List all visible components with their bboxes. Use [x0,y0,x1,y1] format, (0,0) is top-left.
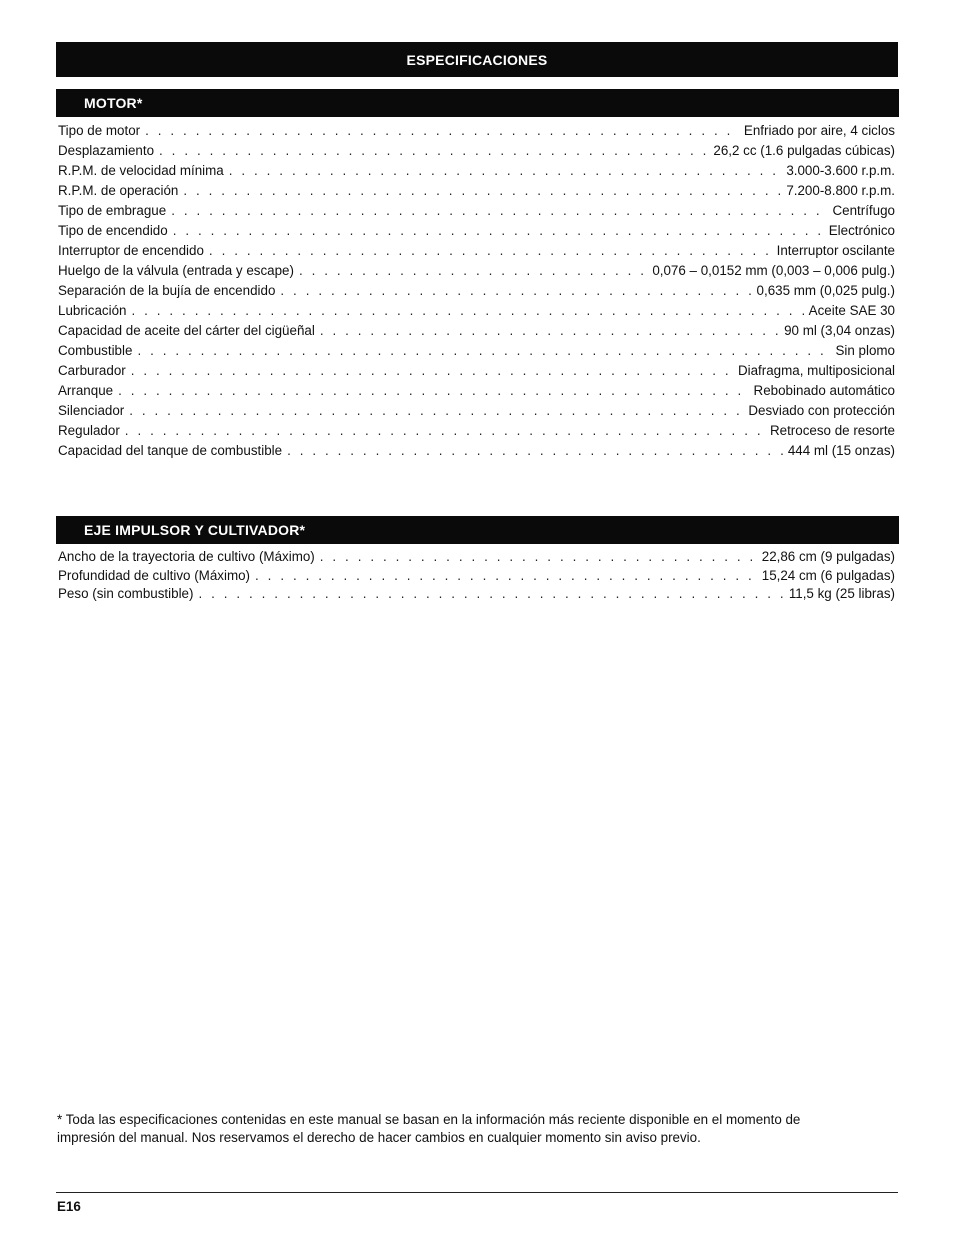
drive-shaft-tiller-spec-list [58,548,895,604]
spec-row [58,261,895,281]
spec-value: Sin plomo [835,343,895,358]
footer-divider [56,1192,898,1193]
spec-label: R.P.M. de velocidad mínima [58,163,224,178]
spec-value: Retroceso de resorte [769,423,895,438]
spec-row [58,567,895,586]
dot-leader [137,341,830,361]
spec-label: Capacidad del tanque de combustible [58,443,283,458]
motor-section-title: MOTOR* [84,95,143,111]
dot-leader [255,567,757,586]
spec-value: 22,86 cm (9 pulgadas) [761,549,895,564]
spec-value: 444 ml (15 onzas) [787,443,895,458]
spec-label: Tipo de embrague [58,203,167,218]
dot-leader [145,121,739,141]
spec-label: Desplazamiento [58,143,155,158]
dot-leader [198,585,783,604]
drive-shaft-tiller-section-header [56,516,899,544]
spec-label: Ancho de la trayectoria de cultivo (Máximo) [58,549,315,564]
motor-section-header [56,89,899,117]
dot-leader [183,181,781,201]
spec-value: Desviado con protección [748,403,895,418]
spec-label: Tipo de encendido [58,223,168,238]
spec-row [58,585,895,604]
spec-row [58,141,895,161]
motor-spec-list [58,121,895,461]
spec-value: 7.200-8.800 r.p.m. [786,183,895,198]
spec-label: Profundidad de cultivo (Máximo) [58,567,251,583]
dot-leader [131,361,733,381]
spec-row [58,221,895,241]
dot-leader [125,421,765,441]
spec-row [58,201,895,221]
dot-leader [129,401,743,421]
spec-value: Rebobinado automático [753,383,895,398]
spec-row [58,548,895,567]
spec-row [58,321,895,341]
page-number: E16 [57,1199,81,1214]
spec-label: Tipo de motor [58,123,141,138]
dot-leader [118,381,748,401]
spec-value: 0,076 – 0,0152 mm (0,003 – 0,006 pulg.) [652,263,895,278]
spec-value: Electrónico [828,223,895,238]
dot-leader [131,301,803,321]
spec-value: Diafragma, multiposicional [737,363,895,378]
spec-label: Combustible [58,343,133,358]
dot-leader [287,441,783,461]
spec-value: 11,5 kg (25 libras) [788,586,895,601]
dot-leader [171,201,827,221]
dot-leader [280,281,751,301]
spec-label: Lubricación [58,303,127,318]
spec-value: 3.000-3.600 r.p.m. [786,163,895,178]
spec-value: Enfriado por aire, 4 ciclos [743,123,895,138]
spec-row [58,421,895,441]
dot-leader [173,221,824,241]
spec-label: Carburador [58,363,126,378]
spec-row [58,441,895,461]
spec-row [58,301,895,321]
dot-leader [320,321,779,341]
spec-row [58,401,895,421]
spec-value: 90 ml (3,04 onzas) [784,323,895,338]
spec-row [58,341,895,361]
spec-value: 0,635 mm (0,025 pulg.) [756,283,895,298]
spec-value: 15,24 cm (6 pulgadas) [761,567,895,583]
spec-label: Peso (sin combustible) [58,586,194,601]
spec-row [58,181,895,201]
spec-row [58,281,895,301]
specifications-footnote: * Toda las especificaciones contenidas en este manual se basan en la información más reciente disponible en el momento de impresión del manual. Nos reservamos el derecho de hacer cambios en cualquier momento sin aviso previo. [57,1112,801,1145]
dot-leader [159,141,708,161]
dot-leader [209,241,772,261]
spec-value: Interruptor oscilante [776,243,895,258]
spec-label: Silenciador [58,403,125,418]
spec-value: Aceite SAE 30 [808,303,895,318]
spec-label: Huelgo de la válvula (entrada y escape) [58,263,294,278]
spec-label: Regulador [58,423,120,438]
dot-leader [299,261,647,281]
spec-label: Interruptor de encendido [58,243,204,258]
spec-value: 26,2 cc (1.6 pulgadas cúbicas) [713,143,895,158]
spec-row [58,361,895,381]
drive-shaft-tiller-section-title: EJE IMPULSOR Y CULTIVADOR* [84,522,306,538]
spec-value: Centrífugo [832,203,895,218]
spec-label: Arranque [58,383,114,398]
spec-label: Separación de la bujía de encendido [58,283,276,298]
dot-leader [229,161,782,181]
specifications-banner [56,42,898,77]
spec-label: R.P.M. de operación [58,183,179,198]
spec-row [58,381,895,401]
spec-row [58,241,895,261]
spec-row [58,121,895,141]
spec-label: Capacidad de aceite del cárter del cigüeñal [58,323,315,338]
banner-title: ESPECIFICACIONES [406,51,548,68]
spec-row [58,161,895,181]
dot-leader [320,548,757,567]
